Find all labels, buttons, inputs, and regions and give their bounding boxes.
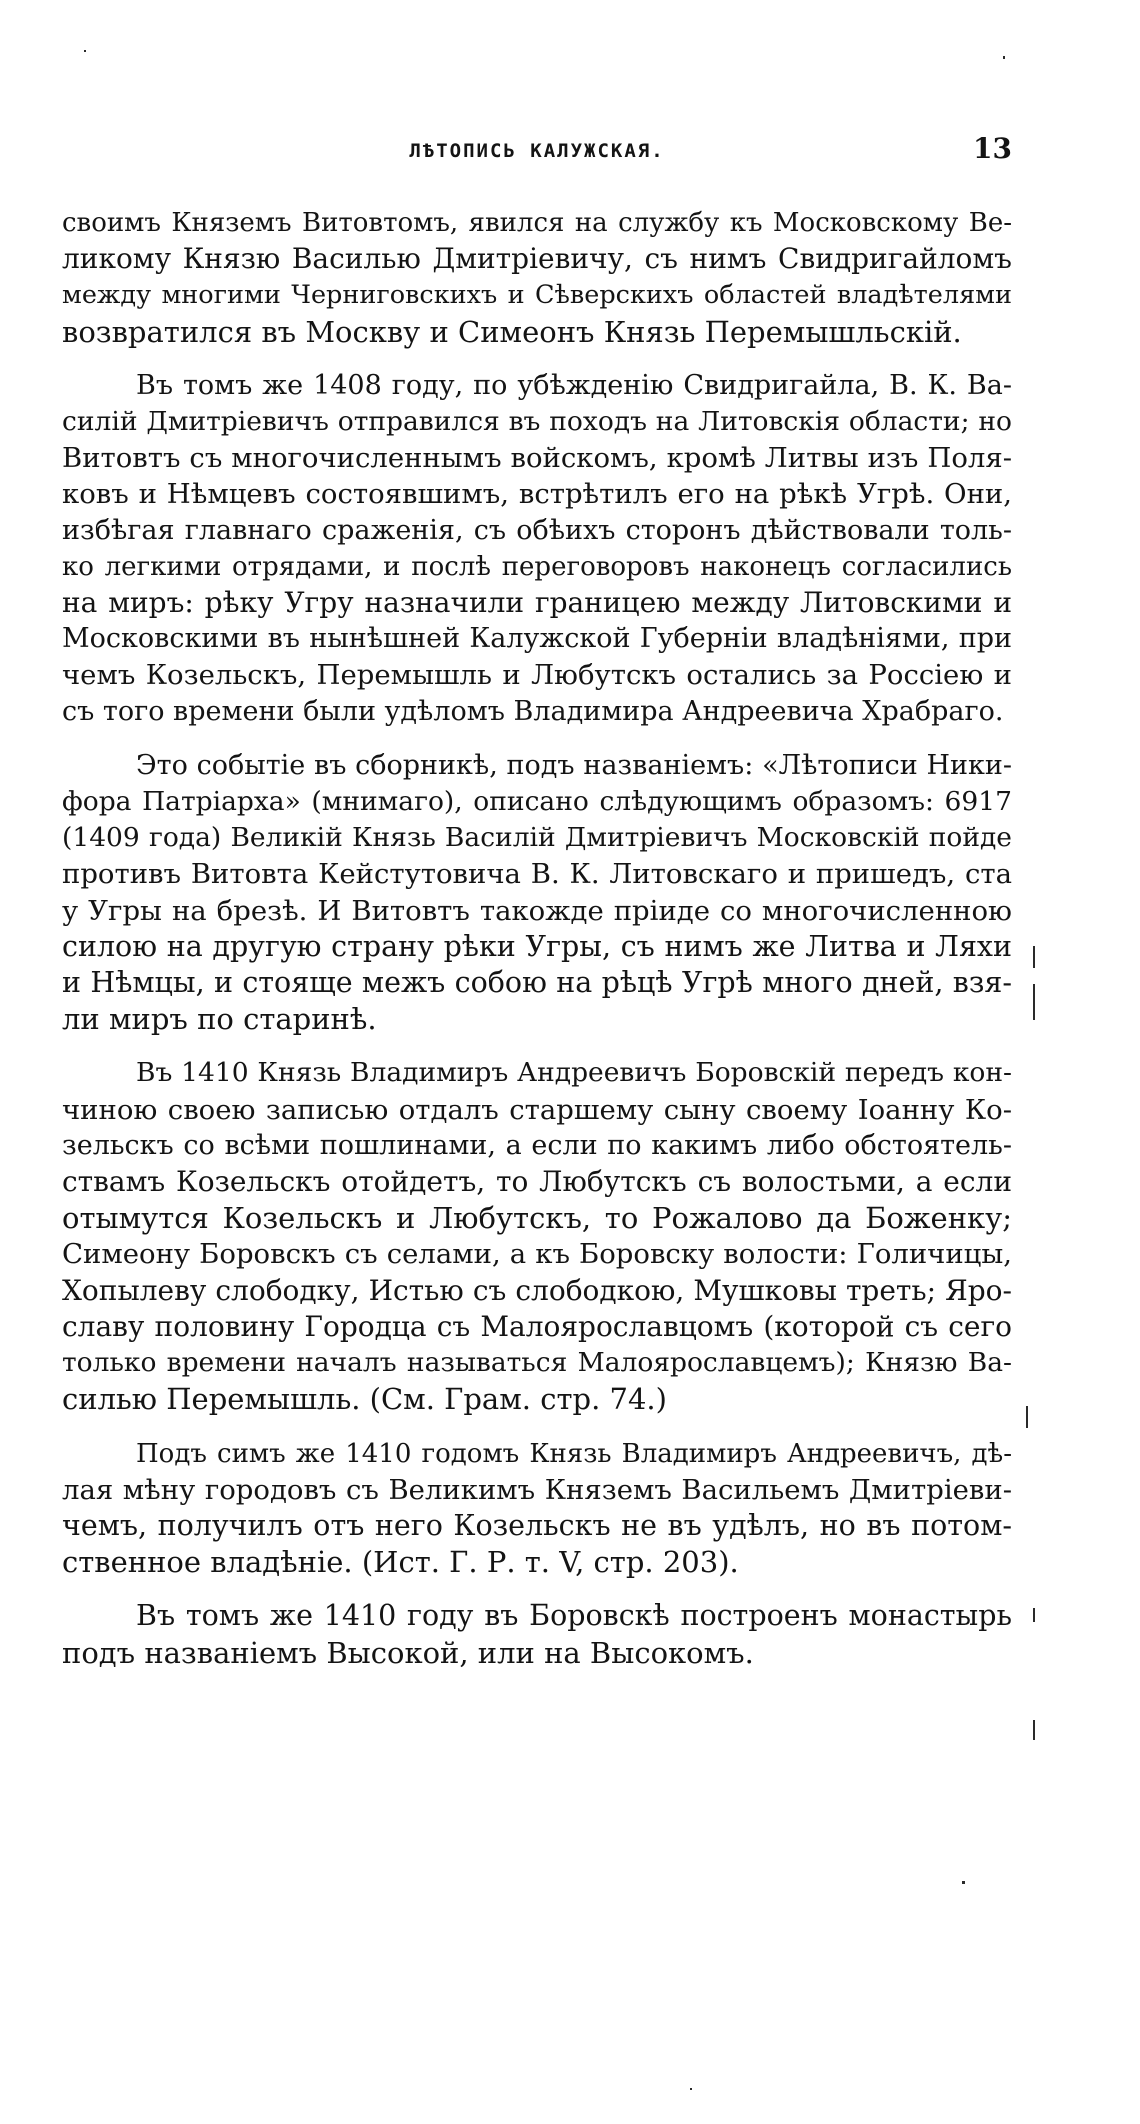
paragraph (62, 368, 1012, 730)
text-line: возвратился въ Москву и Симеонъ Князь Перемышльскій. (62, 314, 962, 349)
text-line: Подъ симъ же 1410 годомъ Князь Владимиръ Андреевичъ, дѣ- (136, 1438, 1012, 1469)
text-line: зельскъ со всѣми пошлинами, а если по какимъ либо обстоятель- (62, 1129, 1012, 1161)
text-line: отымутся Козельскъ и Любутскъ, то Рожалово да Боженку; (62, 1201, 1012, 1236)
scan-speck (690, 2088, 692, 2090)
text-line: ственное владѣніе. (Ист. Г. Р. т. V, стр. 203). (62, 1545, 739, 1580)
running-header (62, 132, 1012, 172)
text-line: съ того времени были удѣломъ Владимира Андреевича Храбраго. (62, 695, 1004, 727)
paragraph (62, 1055, 1012, 1417)
text-line: славу половину Городца съ Малоярославцомъ (которой съ сего (62, 1309, 1012, 1343)
text-line: силою на другую страну рѣки Угры, съ нимъ же Литва и Ляхи (62, 929, 1012, 963)
text-line: фора Патріарха» (мнимаго), описано слѣдующимъ образомъ: 6917 (62, 786, 1012, 818)
text-line: (1409 года) Великій Князь Василій Дмитріевичъ Московскій пойде (62, 822, 1012, 854)
text-line: Симеону Боровскъ съ селами, а къ Боровску волости: Голичицы, (62, 1238, 1012, 1271)
paragraph (62, 205, 1012, 350)
text-line: Въ 1410 Князь Владимиръ Андреевичъ Боровскій передъ кон- (136, 1057, 1012, 1089)
text-line: Витовтъ съ многочисленнымъ войскомъ, кромѣ Литвы изъ Поля- (62, 442, 1012, 475)
text-line: силій Дмитріевичъ отправился въ походъ на Литовскія области; но (62, 406, 1012, 438)
text-line: Въ томъ же 1410 году въ Боровскѣ построенъ монастырь (136, 1599, 1012, 1633)
text-line: и Нѣмцы, и стояще межъ собою на рѣцѣ Угрѣ много дней, взя- (62, 966, 1012, 1000)
text-line: ковъ и Нѣмцевъ состоявшимъ, встрѣтилъ его на рѣкѣ Угрѣ. Они, (62, 478, 1012, 511)
scan-speck (1003, 56, 1005, 59)
running-title: ЛѢТОПИСЬ КАЛУЖСКАЯ. (409, 140, 665, 162)
text-line: на миръ: рѣку Угру назначили границею между Литовскими и (62, 586, 1012, 620)
scan-speck (84, 50, 86, 52)
text-line: ствамъ Козельскъ отойдетъ, то Любутскъ съ волостьми, а если (62, 1165, 1012, 1199)
text-line: между многими Черниговскихъ и Сѣверскихъ областей владѣтелями (62, 280, 1012, 311)
text-line: у Угры на брезѣ. И Витовтъ такожде пріиде со многочисленною (62, 894, 1012, 927)
text-line: избѣгая главнаго сраженія, съ обѣихъ сторонъ дѣйствовали толь- (62, 514, 1012, 546)
text-line: только времени началъ называться Малоярославцемъ); Князю Ва- (62, 1347, 1012, 1379)
text-line: ли миръ по старинѣ. (62, 1002, 377, 1037)
text-line: Въ томъ же 1408 году, по убѣжденію Свидригайла, В. К. Ва- (136, 369, 1012, 401)
text-line: лая мѣну городовъ съ Великимъ Княземъ Васильемъ Дмитріеви- (62, 1473, 1012, 1506)
text-line: Это событіе въ сборникѣ, подъ названіемъ: «Лѣтописи Ники- (136, 749, 1012, 781)
scan-speck (1033, 984, 1035, 1020)
text-line: подъ названіемъ Высокой, или на Высокомъ. (62, 1635, 754, 1670)
paragraph (62, 748, 1012, 1038)
text-line: Хопылеву слободку, Истью съ слободкою, Мушковы треть; Яро- (62, 1273, 1012, 1307)
text-line: ко легкими отрядами, и послѣ переговоровъ наконецъ согласились (62, 551, 1012, 582)
text-line: чиною своею записью отдалъ старшему сыну своему Іоанну Ко- (62, 1093, 1012, 1126)
paragraph (62, 1598, 1012, 1670)
scan-speck (1033, 946, 1035, 968)
text-line: чемъ, получилъ отъ него Козельскъ не въ удѣлъ, но въ потом- (62, 1508, 1012, 1542)
text-line: своимъ Княземъ Витовтомъ, явился на службу къ Московскому Ве- (62, 208, 1012, 238)
text-line: Московскими въ нынѣшней Калужской Губерніи владѣніями, при (62, 623, 1012, 655)
scan-speck (1026, 1406, 1028, 1428)
page-number: 13 (973, 132, 1012, 165)
scan-speck (1033, 1608, 1035, 1622)
scan-speck (962, 1881, 965, 1884)
text-line: противъ Витовта Кейстутовича В. К. Литовскаго и пришедъ, ста (62, 858, 1012, 891)
body-text (62, 205, 1012, 1689)
text-line: ликому Князю Василью Дмитріевичу, съ нимъ Свидригайломъ (62, 242, 1012, 276)
scan-speck (1033, 1720, 1035, 1740)
text-line: силью Перемышль. (См. Грам. стр. 74.) (62, 1382, 667, 1417)
text-line: чемъ Козельскъ, Перемышль и Любутскъ остались за Россіею и (62, 659, 1012, 692)
paragraph (62, 1436, 1012, 1581)
